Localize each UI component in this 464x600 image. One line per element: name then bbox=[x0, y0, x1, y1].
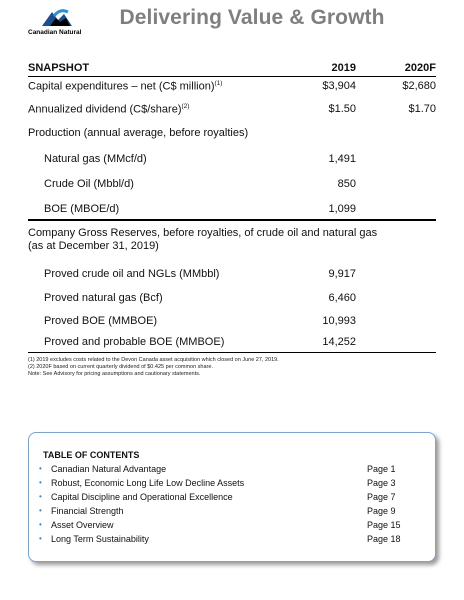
section-divider bbox=[28, 219, 436, 221]
proved-gas-label: Proved natural gas (Bcf) bbox=[44, 292, 163, 304]
table-bottom-rule bbox=[28, 352, 436, 353]
capex-2020: $2,680 bbox=[402, 80, 436, 92]
toc-item-label: Robust, Economic Long Life Low Decline Assets bbox=[51, 478, 245, 488]
toc-item-page: Page 15 bbox=[367, 520, 401, 530]
toc-item[interactable] bbox=[39, 520, 419, 530]
proved-probable-row bbox=[28, 336, 436, 348]
dividend-2019: $1.50 bbox=[328, 103, 356, 115]
proved-boe-label: Proved BOE (MMBOE) bbox=[44, 315, 158, 327]
dividend-row bbox=[28, 103, 436, 116]
snapshot-header-row bbox=[28, 62, 436, 77]
proved-crude-2019: 9,917 bbox=[328, 268, 356, 280]
natural-gas-label: Natural gas (MMcf/d) bbox=[44, 153, 147, 165]
footnote-advisory: Note: See Advisory for pricing assumptions and cautionary statements. bbox=[28, 371, 201, 377]
dividend-footnote: (2) bbox=[181, 103, 190, 110]
capex-footnote: (1) bbox=[214, 80, 223, 87]
table-of-contents bbox=[28, 432, 436, 562]
header-2019: 2019 bbox=[331, 62, 356, 74]
proved-crude-row bbox=[28, 268, 436, 280]
crude-oil-row bbox=[28, 178, 436, 190]
footnotes bbox=[28, 357, 279, 378]
toc-item-label: Asset Overview bbox=[51, 520, 114, 530]
proved-crude-label: Proved crude oil and NGLs (MMbbl) bbox=[44, 268, 220, 280]
toc-item-page: Page 18 bbox=[367, 534, 401, 544]
natural-gas-row bbox=[28, 153, 436, 165]
capex-row bbox=[28, 80, 436, 93]
toc-item[interactable] bbox=[39, 534, 419, 544]
page-title: Delivering Value & Growth bbox=[119, 6, 385, 29]
toc-item-page: Page 1 bbox=[367, 464, 396, 474]
footnote-2: (2) 2020F based on current quarterly dividend of $0.425 per common share. bbox=[28, 364, 213, 370]
proved-probable-label: Proved and probable BOE (MMBOE) bbox=[44, 336, 225, 348]
bullet-icon: • bbox=[39, 520, 42, 529]
toc-item[interactable] bbox=[39, 478, 419, 488]
toc-item-label: Financial Strength bbox=[51, 506, 124, 516]
proved-gas-2019: 6,460 bbox=[328, 292, 356, 304]
toc-item-page: Page 3 bbox=[367, 478, 396, 488]
natural-gas-2019: 1,491 bbox=[328, 153, 356, 165]
production-heading: Production (annual average, before royalties) bbox=[28, 127, 249, 139]
toc-item-page: Page 9 bbox=[367, 506, 396, 516]
bullet-icon: • bbox=[39, 506, 42, 515]
footnote-1: (1) 2019 excludes costs related to the Devon Canada asset acquisition which closed on June 27, 2019. bbox=[28, 357, 279, 363]
snapshot-table bbox=[28, 58, 436, 377]
toc-title: TABLE OF CONTENTS bbox=[43, 450, 140, 460]
boe-row bbox=[28, 203, 436, 215]
toc-item[interactable] bbox=[39, 506, 419, 516]
bullet-icon: • bbox=[39, 464, 42, 473]
snapshot-header-label: SNAPSHOT bbox=[28, 62, 90, 74]
toc-item[interactable] bbox=[39, 492, 419, 502]
toc-item[interactable] bbox=[39, 464, 419, 474]
bullet-icon: • bbox=[39, 534, 42, 543]
crude-oil-label: Crude Oil (Mbbl/d) bbox=[44, 178, 134, 190]
dividend-label: Annualized dividend (C$/share) bbox=[28, 103, 182, 116]
toc-item-label: Long Term Sustainability bbox=[51, 534, 149, 544]
proved-probable-2019: 14,252 bbox=[322, 336, 356, 348]
toc-item-page: Page 7 bbox=[367, 492, 396, 502]
header-2020f: 2020F bbox=[404, 62, 436, 74]
toc-item-label: Capital Discipline and Operational Excellence bbox=[51, 492, 233, 502]
capex-label: Capital expenditures – net (C$ million) bbox=[28, 80, 215, 93]
boe-label: BOE (MBOE/d) bbox=[44, 203, 120, 215]
capex-2019: $3,904 bbox=[322, 80, 356, 92]
toc-item-label: Canadian Natural Advantage bbox=[51, 464, 167, 474]
proved-gas-row bbox=[28, 292, 436, 304]
proved-boe-row bbox=[28, 315, 436, 327]
dividend-2020: $1.70 bbox=[408, 103, 436, 115]
bullet-icon: • bbox=[39, 478, 42, 487]
proved-boe-2019: 10,993 bbox=[322, 315, 356, 327]
crude-oil-2019: 850 bbox=[337, 178, 356, 190]
reserves-heading: Company Gross Reserves, before royalties, of crude oil and natural gas (as at December 31, 2019) bbox=[28, 227, 378, 252]
logo-text: Canadian Natural bbox=[28, 29, 82, 36]
bullet-icon: • bbox=[39, 492, 42, 501]
boe-2019: 1,099 bbox=[328, 203, 356, 215]
